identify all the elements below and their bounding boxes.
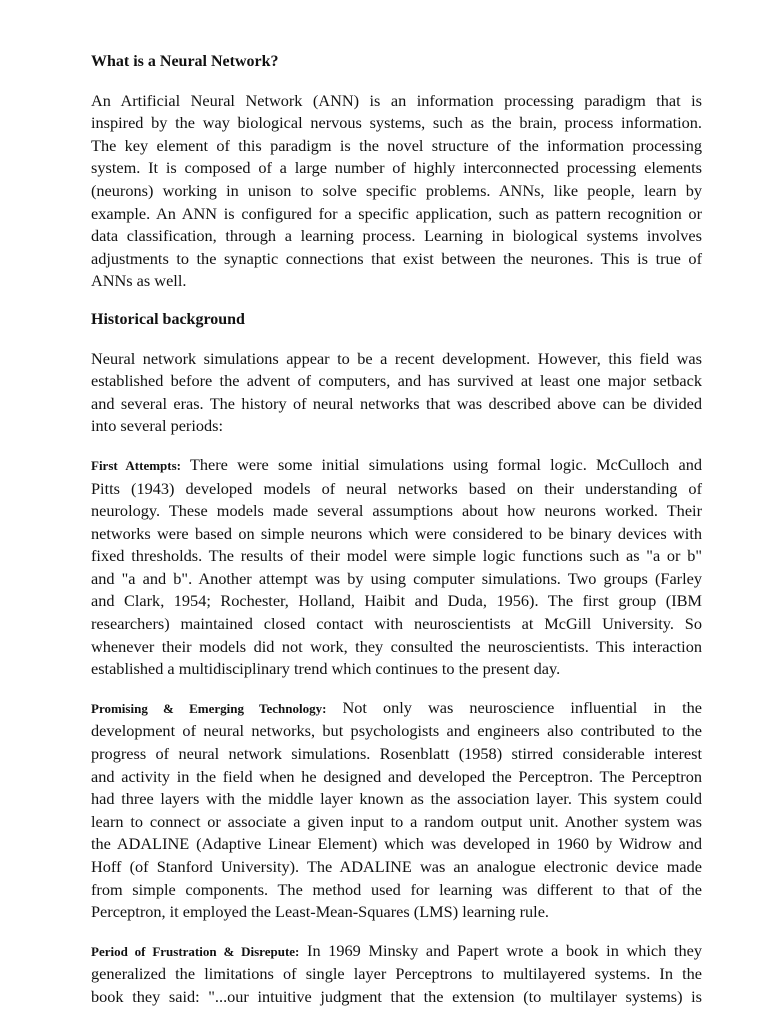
line-text: learn to connect or associate a given input to a random output unit. Another system was bbox=[91, 811, 702, 831]
line-text: Pitts (1943) developed models of neural networks based on their understanding of bbox=[91, 478, 702, 498]
line-text: development of neural networks, but psychologists and engineers also contributed to the bbox=[91, 721, 702, 741]
line-text: system. It is composed of a large number of highly interconnected processing elements bbox=[91, 158, 702, 178]
line-text: networks were based on simple neurons which were considered to be binary devices with bbox=[91, 523, 702, 543]
line-text: Neural network simulations appear to be a recent development. However, this field was bbox=[91, 348, 702, 368]
line-text: established before the advent of computers, and has survived at least one major setback bbox=[91, 371, 702, 391]
line-text: researchers) maintained closed contact with neuroscientists at McGill University. So bbox=[91, 614, 702, 634]
line-text: fixed thresholds. The results of their model were simple logic functions such as "a or b" bbox=[91, 546, 702, 566]
text-line bbox=[91, 788, 702, 811]
text-line bbox=[91, 270, 702, 293]
line-text: adjustments to the synaptic connections that exist between the neurones. This is true of bbox=[91, 248, 702, 268]
line-text: An Artificial Neural Network (ANN) is an information processing paradigm that is bbox=[91, 90, 702, 110]
text-line bbox=[91, 90, 702, 113]
line-text: There were some initial simulations using formal logic. McCulloch and bbox=[181, 454, 702, 474]
text-line bbox=[91, 636, 702, 659]
text-line bbox=[91, 658, 702, 681]
line-text: ANNs as well. bbox=[91, 271, 187, 291]
text-line bbox=[91, 203, 702, 226]
text-line bbox=[91, 454, 702, 478]
line-text: from simple components. The method used for learning was different to that of the bbox=[91, 879, 702, 899]
line-text: into several periods: bbox=[91, 416, 224, 436]
line-text: In 1969 Minsky and Papert wrote a book in which they bbox=[299, 940, 702, 960]
section-label: First Attempts: bbox=[91, 457, 181, 473]
text-line bbox=[91, 225, 702, 248]
text-line bbox=[91, 901, 702, 924]
line-text: and "a and b". Another attempt was by using computer simulations. Two groups (Farley bbox=[91, 568, 702, 588]
line-text: and activity in the field when he designed and developed the Perceptron. The Perceptron bbox=[91, 766, 702, 786]
paragraph-intro bbox=[91, 90, 702, 293]
text-line bbox=[91, 523, 702, 546]
text-line bbox=[91, 393, 702, 416]
text-line bbox=[91, 986, 702, 1009]
line-text: inspired by the way biological nervous systems, such as the brain, process information. bbox=[91, 113, 702, 133]
text-line bbox=[91, 415, 702, 438]
text-line bbox=[91, 135, 702, 158]
text-line bbox=[91, 500, 702, 523]
line-text: and several eras. The history of neural networks that was described above can be divided bbox=[91, 393, 702, 413]
text-line bbox=[91, 856, 702, 879]
heading-historical-background: Historical background bbox=[91, 310, 245, 328]
paragraph-history bbox=[91, 348, 702, 438]
paragraph-first-attempts bbox=[91, 454, 702, 681]
text-line bbox=[91, 180, 702, 203]
line-text: example. An ANN is configured for a specific application, such as pattern recognition or bbox=[91, 203, 702, 223]
text-line bbox=[91, 157, 702, 180]
text-line bbox=[91, 370, 702, 393]
text-line bbox=[91, 613, 702, 636]
text-line bbox=[91, 811, 702, 834]
text-line bbox=[91, 833, 702, 856]
line-text: and Clark, 1954; Rochester, Holland, Haibit and Duda, 1956). The first group (IBM bbox=[91, 591, 702, 611]
line-text: (neurons) working in unison to solve specific problems. ANNs, like people, learn by bbox=[91, 180, 702, 200]
line-text: Not only was neuroscience influential in the bbox=[326, 697, 702, 717]
line-text: generalized the limitations of single layer Perceptrons to multilayered systems. In the bbox=[91, 964, 702, 984]
text-line bbox=[91, 766, 702, 789]
line-text: established a multidisciplinary trend which continues to the present day. bbox=[91, 659, 561, 679]
heading-what-is-nn: What is a Neural Network? bbox=[91, 53, 279, 70]
text-line bbox=[91, 720, 702, 743]
text-line bbox=[91, 697, 702, 721]
text-line bbox=[91, 590, 702, 613]
line-text: progress of neural network simulations. Rosenblatt (1958) stirred considerable interest bbox=[91, 744, 702, 764]
text-line bbox=[91, 478, 702, 501]
text-line bbox=[91, 348, 702, 371]
section-label: Promising & Emerging Technology: bbox=[91, 700, 327, 716]
line-text: the ADALINE (Adaptive Linear Element) which was developed in 1960 by Widrow and bbox=[91, 834, 702, 854]
paragraph-frustration bbox=[91, 940, 702, 1009]
text-line bbox=[91, 879, 702, 902]
text-line bbox=[91, 940, 702, 964]
line-text: whenever their models did not work, they consulted the neuroscientists. This interaction bbox=[91, 636, 702, 656]
document-page bbox=[91, 51, 702, 1009]
paragraph-promising bbox=[91, 697, 702, 924]
text-line bbox=[91, 743, 702, 766]
line-text: Perceptron, it employed the Least-Mean-Squares (LMS) learning rule. bbox=[91, 902, 549, 922]
text-line bbox=[91, 545, 702, 568]
line-text: The key element of this paradigm is the novel structure of the information processing bbox=[91, 135, 702, 155]
line-text: data classification, through a learning process. Learning in biological systems involves bbox=[91, 226, 702, 246]
line-text: book they said: "...our intuitive judgment that the extension (to multilayer systems) is bbox=[91, 986, 702, 1006]
section-label: Period of Frustration & Disrepute: bbox=[91, 943, 300, 959]
line-text: neurology. These models made several assumptions about how neurons worked. Their bbox=[91, 501, 702, 521]
text-line bbox=[91, 112, 702, 135]
text-line bbox=[91, 248, 702, 271]
line-text: Hoff (of Stanford University). The ADALINE was an analogue electronic device made bbox=[91, 857, 702, 876]
text-line bbox=[91, 963, 702, 986]
text-line bbox=[91, 568, 702, 591]
line-text: had three layers with the middle layer known as the association layer. This system could bbox=[91, 789, 702, 809]
